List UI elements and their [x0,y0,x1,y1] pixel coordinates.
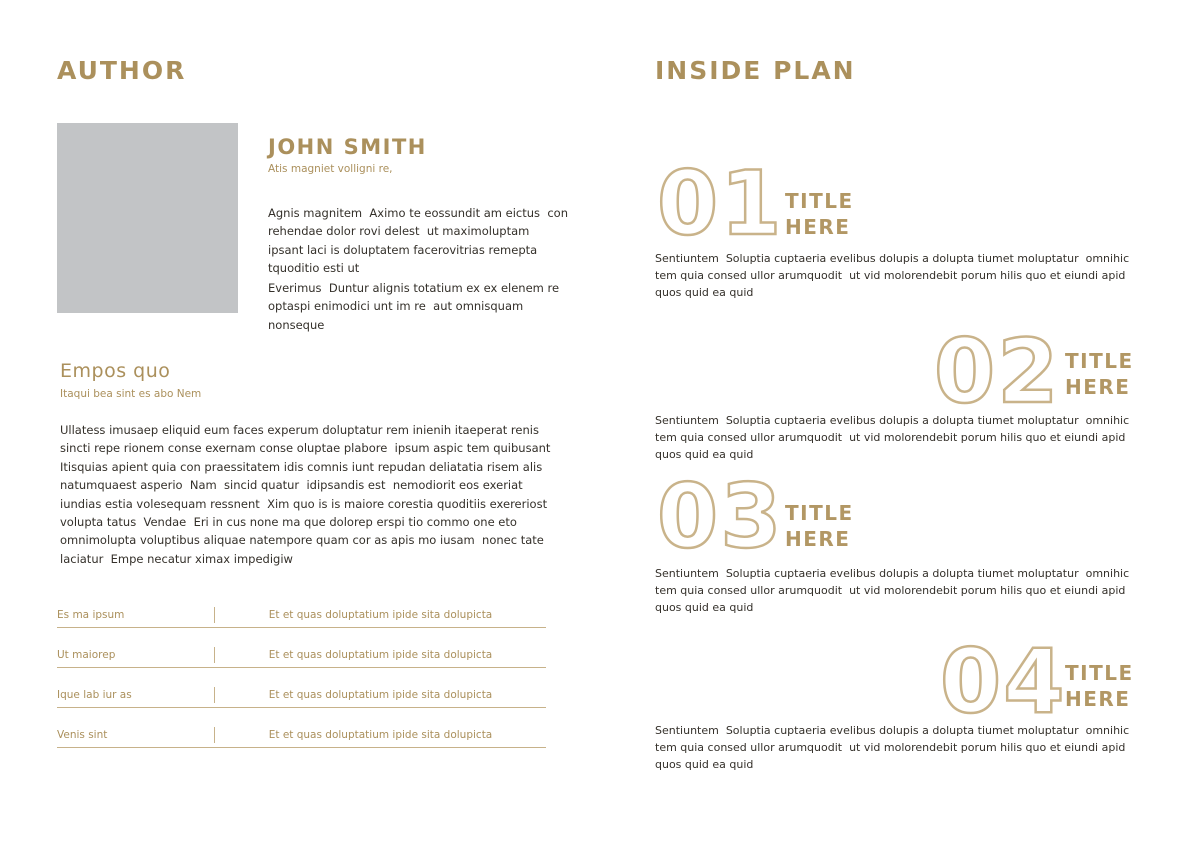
author-photo-placeholder [57,123,238,313]
table-row-label: Es ma ipsum [57,609,125,621]
table-row-label: Ut maiorep [57,649,116,661]
plan-title-line1: TITLE [1065,349,1134,373]
plan-title-line1: TITLE [785,501,854,525]
inside-plan-heading: INSIDE PLAN [655,56,856,85]
spec-table [57,588,546,748]
svg-text:01: 01 [657,152,784,246]
author-paragraph-1: Agnis magnitem Aximo te eossundit am eictus con rehendae dolor rovi delest ut maximoluptam ipsant laci is doluptatem facerovitrias remepta tquoditio esti ut [268,206,572,276]
plan-number-01 [655,152,790,246]
table-row-value: Et et quas doluptatium ipide sita dolupicta [268,609,493,621]
author-subtitle: Atis magniet volligni re, [268,163,393,175]
plan-item-body: Sentiuntem Soluptia cuptaeria evelibus dolupis a dolupta tiumet moluptatur omnihic tem quia consed ullor arumquodit ut vid molorendebit porum hilis quo et eiundi apid quos quid ea quid [655,724,1133,772]
author-name: JOHN SMITH [268,135,427,159]
plan-item-title [785,500,854,552]
plan-title-line2: HERE [1065,375,1131,399]
section-body: Ullatess imusaep eliquid eum faces experum doluptatur rem inienih itaeperat renis sincti repe rionem conse exernam conse oluptae plabore ipsum aspic tem quibusant Itisquias apient quia con praessitatem idis comnis iunt repudan deliatatia risem alis natumquaest asperio Nam sincid quatur idipsandis est nemodiorit eos exeriat iundias estia volesequam ressnent Xim quo is is maiore corestia quoditiis exereriost volupta tatus Vendae Eri in cus none ma que dolorep erspi tio commo one eto omnimolupta voluptibus aliquae natempore quam cor as apis mo iusam nonec tate laciatur Empe necatur ximax impedigiw [60,423,558,566]
svg-text:03: 03 [657,465,784,559]
table-row [57,588,546,628]
table-row [57,708,546,748]
plan-item-body: Sentiuntem Soluptia cuptaeria evelibus dolupis a dolupta tiumet moluptatur omnihic tem quia consed ullor arumquodit ut vid molorendebit porum hilis quo et eiundi apid quos quid ea quid [655,414,1133,462]
table-row-label: Ique lab iur as [57,689,132,701]
table-row-value: Et et quas doluptatium ipide sita dolupicta [268,729,493,741]
plan-title-line1: TITLE [1065,661,1134,685]
left-page-title [57,56,186,85]
table-row-label: Venis sint [57,729,108,741]
author-page-heading: AUTHOR [57,56,187,85]
section-subheading: Itaqui bea sint es abo Nem [60,388,202,400]
plan-item-title [785,188,854,240]
table-row-value: Et et quas doluptatium ipide sita dolupicta [268,649,493,661]
plan-item-body: Sentiuntem Soluptia cuptaeria evelibus dolupis a dolupta tiumet moluptatur omnihic tem quia consed ullor arumquodit ut vid molorendebit porum hilis quo et eiundi apid quos quid ea quid [655,567,1133,615]
author-paragraph-2: Everimus Duntur alignis totatium ex ex elenem re optaspi enimodici unt im re aut omnisquam nonseque [268,281,563,332]
svg-text:04: 04 [940,630,1067,724]
plan-title-line2: HERE [1065,687,1131,711]
plan-item-title [1065,660,1134,712]
plan-number-03 [655,465,790,559]
plan-title-line2: HERE [785,215,851,239]
svg-text:02: 02 [934,320,1061,414]
plan-title-line2: HERE [785,527,851,551]
table-row [57,628,546,668]
plan-number-04 [938,630,1073,724]
plan-number-02 [932,320,1067,414]
section-heading: Empos quo [60,360,171,382]
plan-item-body: Sentiuntem Soluptia cuptaeria evelibus dolupis a dolupta tiumet moluptatur omnihic tem quia consed ullor arumquodit ut vid molorendebit porum hilis quo et eiundi apid quos quid ea quid [655,252,1133,300]
plan-item-title [1065,348,1134,400]
table-row [57,668,546,708]
table-row-value: Et et quas doluptatium ipide sita dolupicta [268,689,493,701]
plan-title-line1: TITLE [785,189,854,213]
